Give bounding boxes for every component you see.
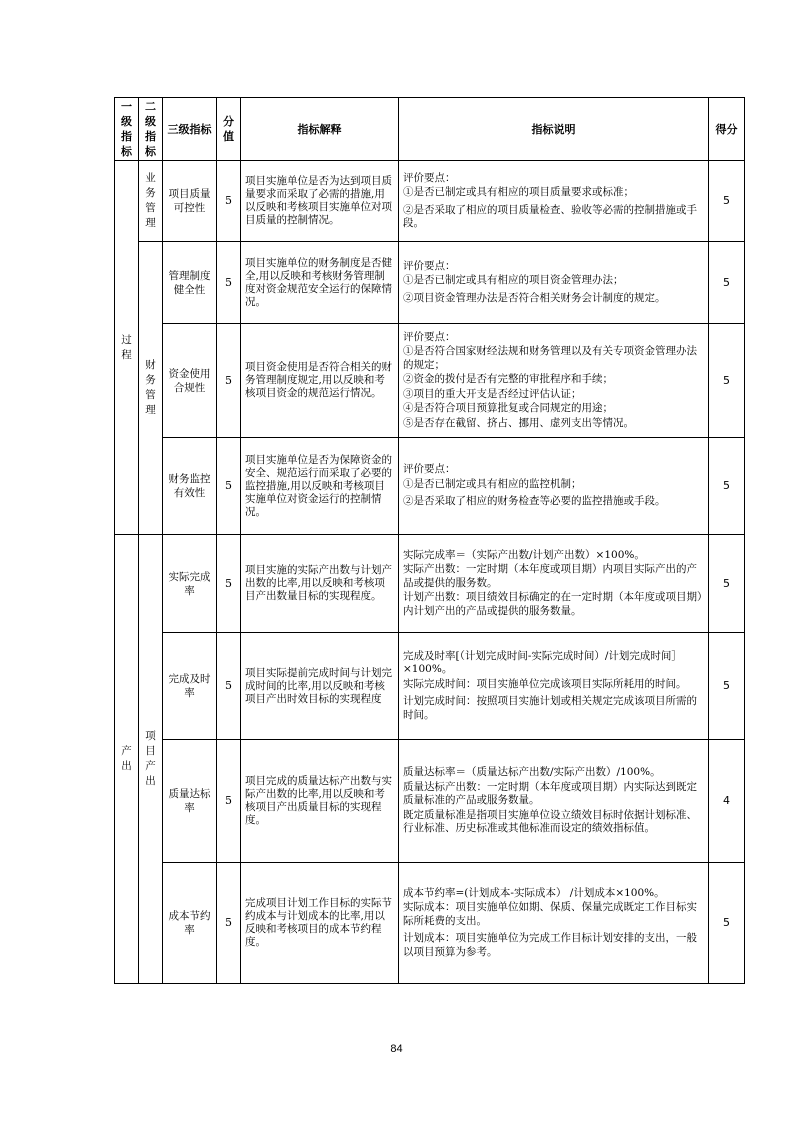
- header-description: 指标说明: [399, 98, 709, 161]
- points-cell: 5: [217, 242, 241, 324]
- notes-cell: [399, 633, 709, 740]
- points-cell: 5: [217, 161, 241, 242]
- level3-cell: 成本节约率: [163, 863, 217, 984]
- note-line: ④是否符合项目预算批复或合同规定的用途；: [403, 402, 613, 415]
- page-number: 84: [390, 1043, 403, 1055]
- note-line: 计划成本：项目实施单位为完成工作目标计划安排的支出，一般以项目预算为参考。: [403, 932, 697, 958]
- subsection-business: 业 务 管 理: [139, 161, 163, 242]
- points-cell: 5: [217, 863, 241, 984]
- note-line: 质量达标率＝（质量达标产出数/实际产出数）/100%。: [403, 766, 661, 779]
- note-line: ③项目的重大开支是否经过评估认证；: [403, 387, 582, 400]
- table-row: [115, 438, 745, 535]
- explanation-cell: 项目资金使用是否符合相关的财务管理制度规定,用以反映和考核项目资金的规范运行情况。: [241, 324, 399, 438]
- table-row: [115, 161, 745, 242]
- level3-cell: 管理制度健全性: [163, 242, 217, 324]
- table-row: [115, 740, 745, 863]
- table-row: [115, 633, 745, 740]
- note-line: ②是否采取了相应的项目质量检查、验收等必需的控制措施或手段。: [403, 203, 697, 229]
- note-line: ①是否已制定或具有相应的监控机制；: [403, 477, 582, 490]
- table-row: [115, 863, 745, 984]
- header-level1: 一 级 指 标: [115, 98, 139, 161]
- header-level3: 三级指标: [163, 98, 217, 161]
- section-output: 产 出: [115, 535, 139, 984]
- explanation-cell: 项目实施单位是否为达到项目质量要求而采取了必需的措施,用以反映和考核项目实施单位对项目质量的控制情况。: [241, 161, 399, 242]
- notes-cell: [399, 242, 709, 324]
- notes-cell: [399, 324, 709, 438]
- note-line: ①是否已制定或具有相应的项目质量要求或标准；: [403, 186, 634, 198]
- score-cell: 5: [709, 438, 745, 535]
- explanation-cell: 项目实际提前完成时间与计划完成时间的比率,用以反映和考核项目产出时效目标的实现程度: [241, 633, 399, 740]
- explanation-cell: 项目实施单位是否为保障资金的安全、规范运行而采取了必要的监控措施,用以反映和考核项目实施单位对资金运行的控制情况。: [241, 438, 399, 535]
- header-score: 得分: [709, 98, 745, 161]
- note-line: 评价要点：: [403, 463, 456, 476]
- explanation-cell: 项目实施单位的财务制度是否健全,用以反映和考核财务管理制度对资金规范安全运行的保障情况。: [241, 242, 399, 324]
- section-process: 过 程: [115, 161, 139, 535]
- header-points: 分值: [217, 98, 241, 161]
- explanation-cell: 项目实施的实际产出数与计划产出数的比率,用以反映和考核项目产出数量目标的实现程度。: [241, 535, 399, 633]
- score-cell: 4: [709, 740, 745, 863]
- score-cell: 5: [709, 633, 745, 740]
- points-cell: 5: [217, 438, 241, 535]
- notes-cell: [399, 535, 709, 633]
- note-line: ①是否符合国家财经法规和财务管理以及有关专项资金管理办法的规定；: [403, 345, 697, 371]
- note-line: 实际成本：项目实施单位如期、保质、保量完成既定工作目标实际所耗费的支出。: [403, 901, 697, 927]
- note-line: 评价要点：: [403, 330, 456, 343]
- header-level2: 二 级 指 标: [139, 98, 163, 161]
- note-line: 计划完成时间：按照项目实施计划或相关规定完成该项目所需的时间。: [403, 695, 697, 721]
- notes-cell: [399, 863, 709, 984]
- score-cell: 5: [709, 161, 745, 242]
- note-line: ⑤是否存在截留、挤占、挪用、虚列支出等情况。: [403, 416, 634, 429]
- note-line: ①是否已制定或具有相应的项目资金管理办法；: [403, 274, 624, 287]
- subsection-finance: 财 务 管 理: [139, 242, 163, 535]
- subsection-project-output: 项 目 产 出: [139, 535, 163, 984]
- score-cell: 5: [709, 863, 745, 984]
- points-cell: 5: [217, 324, 241, 438]
- level3-cell: 实际完成率: [163, 535, 217, 633]
- score-cell: 5: [709, 242, 745, 324]
- note-line: 计划产出数：项目绩效目标确定的在一定时期（本年度或项目期）内计划产出的产品或提供的服务数量。: [403, 591, 703, 617]
- points-cell: 5: [217, 740, 241, 863]
- explanation-cell: 完成项目计划工作目标的实际节约成本与计划成本的比率,用以反映和考核项目的成本节约程度。: [241, 863, 399, 984]
- note-line: ②资金的拨付是否有完整的审批程序和手续；: [403, 373, 613, 386]
- note-line: 完成及时率[（计划完成时间-实际完成时间）/计划完成时间］ ×100%。: [403, 649, 682, 676]
- notes-cell: [399, 740, 709, 863]
- score-cell: 5: [709, 324, 745, 438]
- note-line: ②项目资金管理办法是否符合相关财务会计制度的规定。: [403, 291, 666, 304]
- level3-cell: 财务监控有效性: [163, 438, 217, 535]
- note-line: 实际完成率＝（实际产出数/计划产出数）×100%。: [403, 548, 645, 561]
- note-line: 评价要点：: [403, 259, 456, 272]
- level3-cell: 项目质量可控性: [163, 161, 217, 242]
- points-cell: 5: [217, 633, 241, 740]
- evaluation-table: [114, 97, 745, 984]
- note-line: 既定质量标准是指项目实施单位设立绩效目标时依据计划标准、行业标准、历史标准或其他标准而设定的绩效指标值。: [403, 808, 697, 835]
- table-row: [115, 535, 745, 633]
- note-line: 质量达标产出数：一定时期（本年度或项目期）内实际达到既定质量标准的产品或服务数量。: [403, 780, 697, 807]
- note-line: 成本节约率=(计划成本-实际成本） /计划成本×100%。: [403, 886, 665, 899]
- points-cell: 5: [217, 535, 241, 633]
- note-line: 评价要点：: [403, 171, 456, 184]
- note-line: 实际产出数：一定时期（本年度或项目期）内项目实际产出的产品或提供的服务数。: [403, 563, 697, 589]
- level3-cell: 资金使用合规性: [163, 324, 217, 438]
- explanation-cell: 项目完成的质量达标产出数与实际产出数的比率,用以反映和考核项目产出质量目标的实现程度。: [241, 740, 399, 863]
- header-row: [115, 98, 745, 161]
- notes-cell: [399, 161, 709, 242]
- level3-cell: 完成及时率: [163, 633, 217, 740]
- notes-cell: [399, 438, 709, 535]
- table-row: [115, 324, 745, 438]
- level3-cell: 质量达标率: [163, 740, 217, 863]
- note-line: 实际完成时间：项目实施单位完成该项目实际所耗用的时间。: [403, 677, 687, 690]
- note-line: ②是否采取了相应的财务检查等必要的监控措施或手段。: [403, 495, 666, 508]
- table-row: [115, 242, 745, 324]
- score-cell: 5: [709, 535, 745, 633]
- header-explanation: 指标解释: [241, 98, 399, 161]
